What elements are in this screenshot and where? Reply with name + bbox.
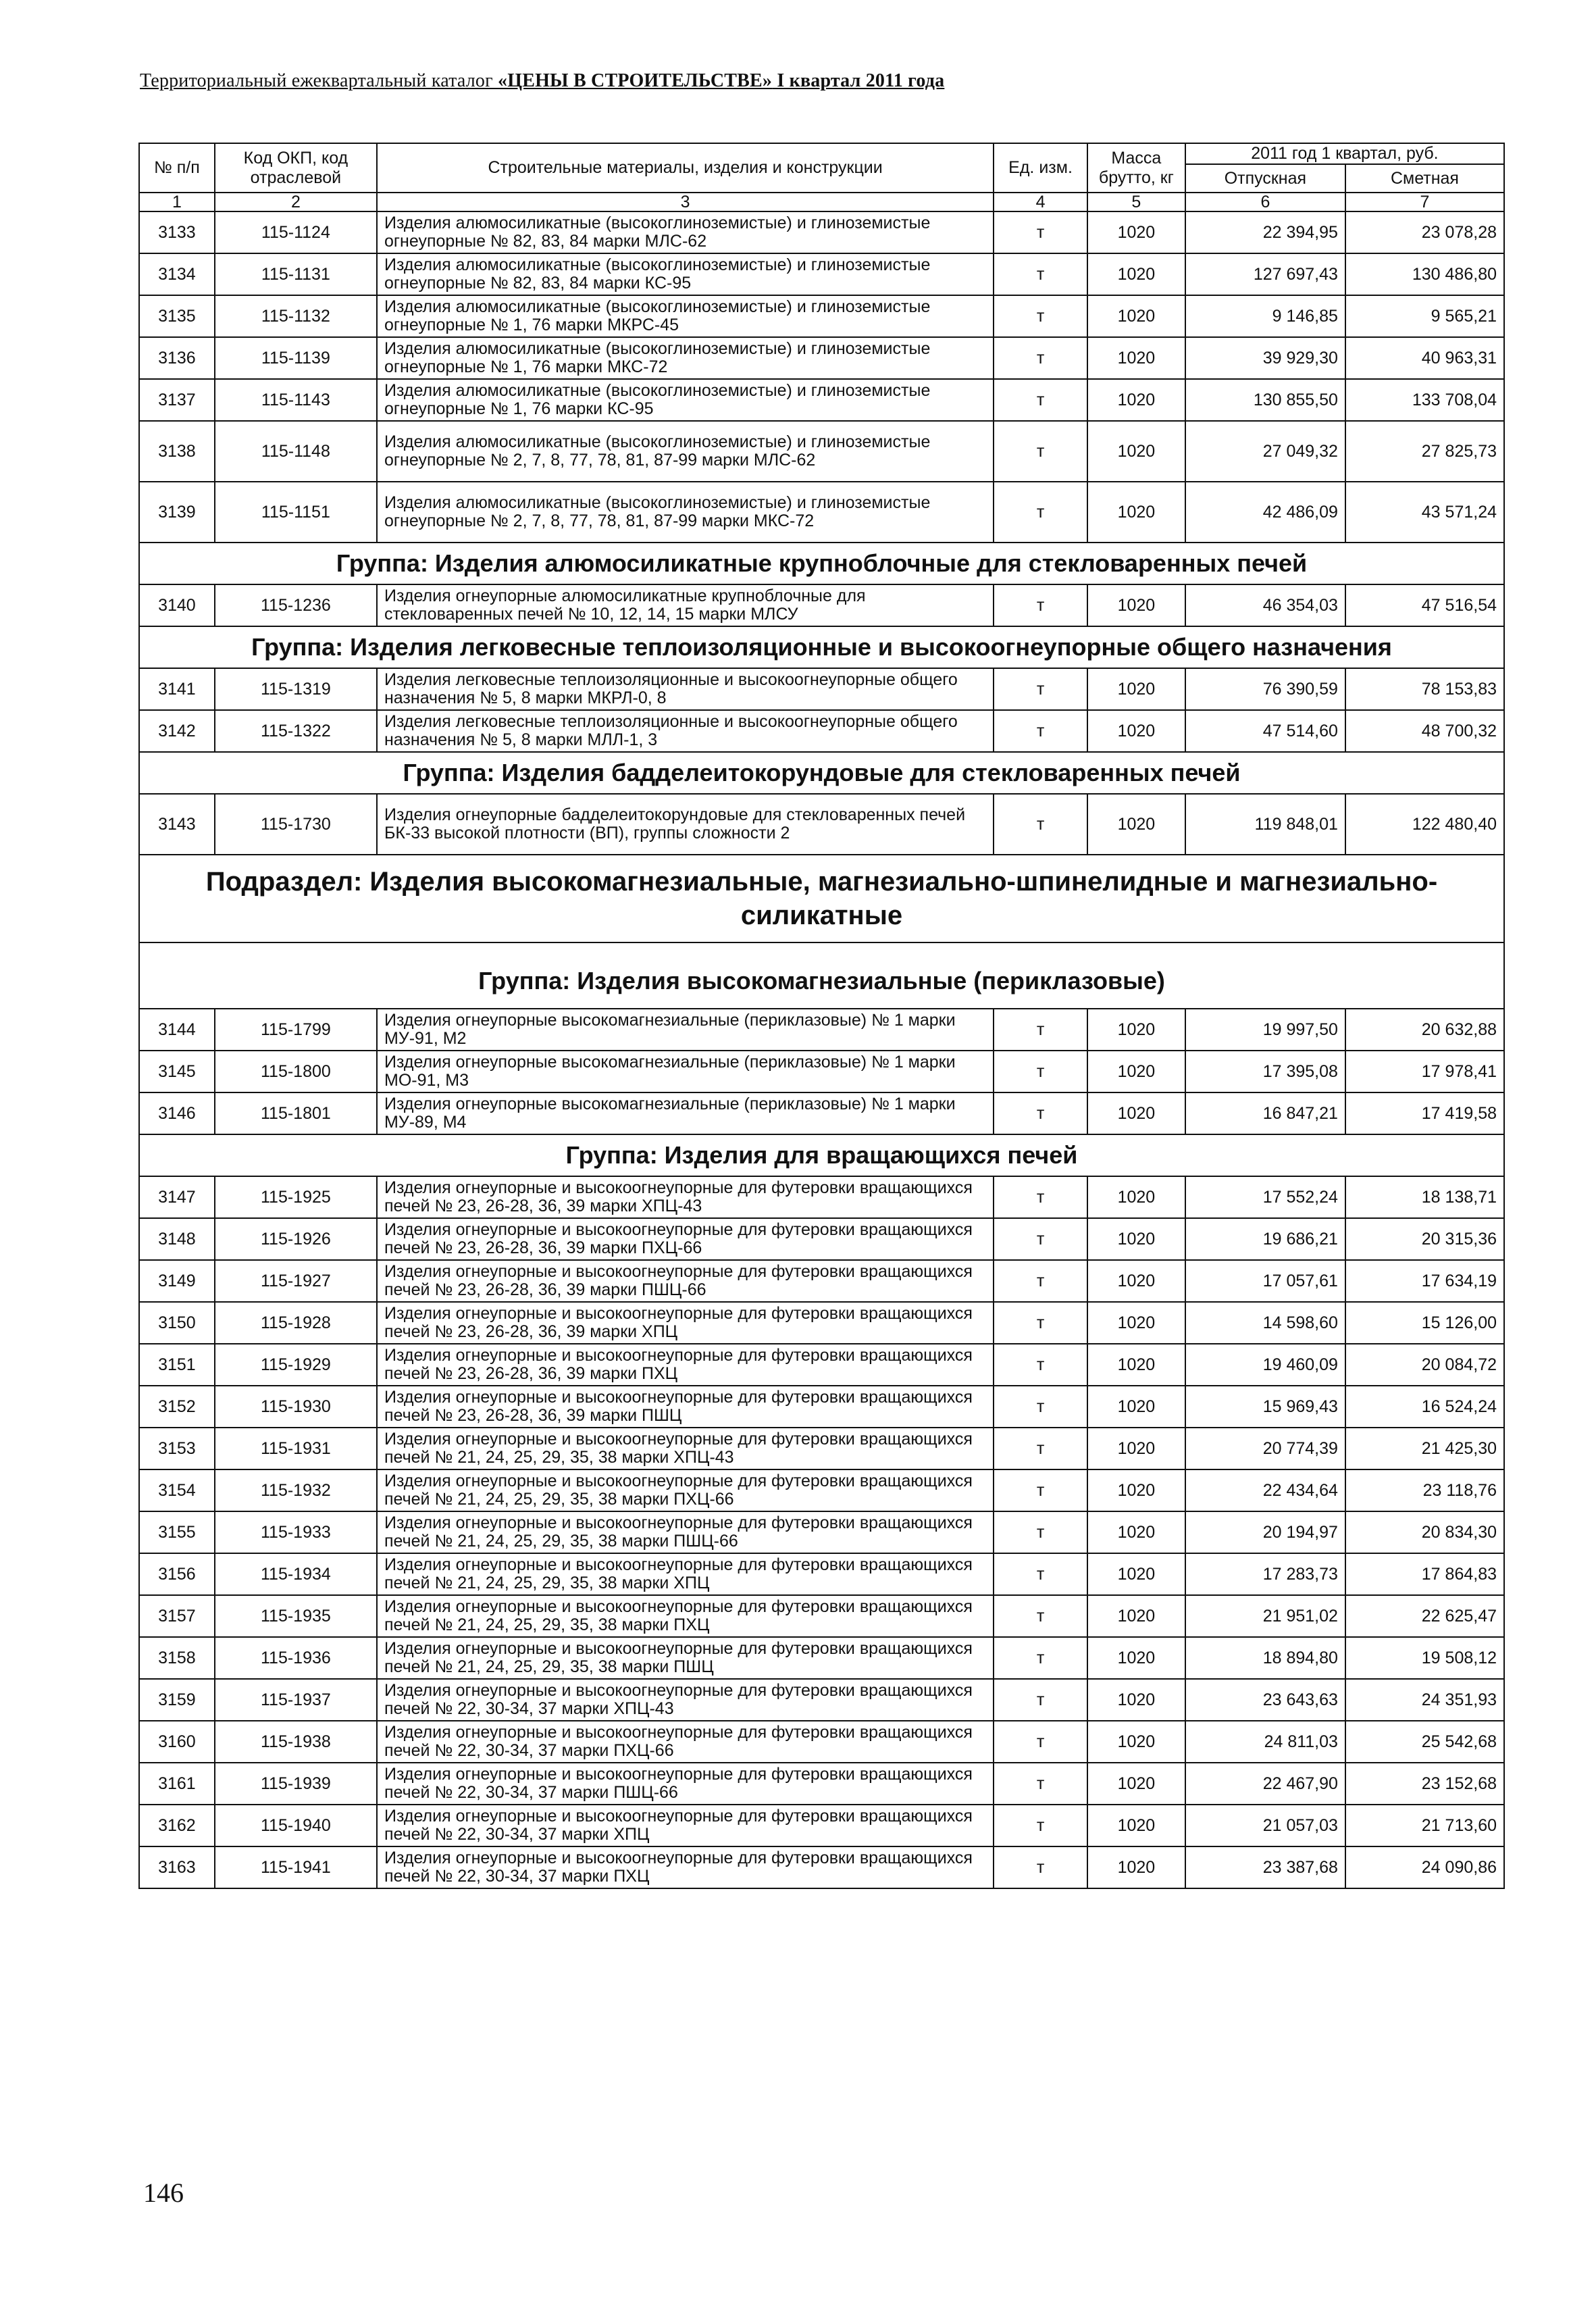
table-row [139,794,1504,855]
row-mass: 1020 [1087,253,1185,295]
group-row [139,752,1504,794]
table-row [139,668,1504,710]
group-title: Группа: Изделия для вращающихся печей [139,1134,1504,1176]
row-estimate-price: 48 700,32 [1345,710,1504,752]
row-estimate-price: 23 118,76 [1345,1469,1504,1511]
table-row [139,379,1504,421]
row-estimate-price: 20 834,30 [1345,1511,1504,1553]
row-estimate-price: 16 524,24 [1345,1386,1504,1428]
table-row [139,1679,1504,1721]
table-row [139,1511,1504,1553]
subsection-row [139,855,1504,942]
row-description: Изделия огнеупорные и высокоогнеупорные для футеровки вращающихся печей № 23, 26-28, 36, 39 марки ПШЦ-66 [377,1260,994,1302]
col-header-estimate: Сметная [1345,164,1504,193]
row-unit: т [994,337,1087,379]
row-unit: т [994,1302,1087,1344]
row-mass: 1020 [1087,1469,1185,1511]
row-release-price: 15 969,43 [1185,1386,1345,1428]
row-release-price: 17 057,61 [1185,1260,1345,1302]
row-description: Изделия огнеупорные и высокоогнеупорные для футеровки вращающихся печей № 21, 24, 25, 29, 35, 38 марки ПХЦ-66 [377,1469,994,1511]
row-code: 115-1319 [215,668,377,710]
row-number: 3155 [139,1511,215,1553]
row-mass: 1020 [1087,295,1185,337]
table-row [139,253,1504,295]
row-code: 115-1933 [215,1511,377,1553]
row-estimate-price: 23 152,68 [1345,1763,1504,1805]
row-release-price: 19 460,09 [1185,1344,1345,1386]
row-estimate-price: 21 425,30 [1345,1428,1504,1469]
row-estimate-price: 24 090,86 [1345,1846,1504,1888]
table-row [139,1553,1504,1595]
column-index: 1 [139,193,215,211]
row-release-price: 42 486,09 [1185,482,1345,543]
table-row [139,337,1504,379]
row-description: Изделия огнеупорные и высокоогнеупорные для футеровки вращающихся печей № 21, 24, 25, 29, 35, 38 марки ПШЦ-66 [377,1511,994,1553]
row-unit: т [994,1051,1087,1092]
row-release-price: 20 774,39 [1185,1428,1345,1469]
row-description: Изделия огнеупорные и высокоогнеупорные для футеровки вращающихся печей № 22, 30-34, 37 марки ПХЦ-66 [377,1721,994,1763]
row-description: Изделия алюмосиликатные (высокоглиноземистые) и глиноземистые огнеупорные № 2, 7, 8, 77, 78, 81, 87-99 марки МЛС-62 [377,421,994,482]
table-row [139,1260,1504,1302]
row-unit: т [994,1428,1087,1469]
row-mass: 1020 [1087,1260,1185,1302]
column-index: 2 [215,193,377,211]
row-code: 115-1151 [215,482,377,543]
subsection-title: Подраздел: Изделия высокомагнезиальные, магнезиально-шпинелидные и магнезиально-силикатные [139,855,1504,942]
row-unit: т [994,1637,1087,1679]
table-row [139,1344,1504,1386]
column-index: 4 [994,193,1087,211]
row-description: Изделия огнеупорные и высокоогнеупорные для футеровки вращающихся печей № 21, 24, 25, 29, 35, 38 марки ПХЦ [377,1595,994,1637]
price-table [138,143,1505,1889]
row-code: 115-1937 [215,1679,377,1721]
row-number: 3145 [139,1051,215,1092]
row-code: 115-1799 [215,1009,377,1051]
row-unit: т [994,482,1087,543]
col-header-desc: Строительные материалы, изделия и конструкции [377,143,994,193]
row-description: Изделия легковесные теплоизоляционные и высокоогнеупорные общего назначения № 5, 8 марки МКРЛ-0, 8 [377,668,994,710]
row-estimate-price: 19 508,12 [1345,1637,1504,1679]
table-row [139,1846,1504,1888]
row-unit: т [994,1763,1087,1805]
row-description: Изделия огнеупорные и высокоогнеупорные для футеровки вращающихся печей № 21, 24, 25, 29, 35, 38 марки ХПЦ-43 [377,1428,994,1469]
row-mass: 1020 [1087,1428,1185,1469]
table-row [139,1721,1504,1763]
row-number: 3134 [139,253,215,295]
header-title: «ЦЕНЫ В СТРОИТЕЛЬСТВЕ» [498,70,773,91]
row-number: 3157 [139,1595,215,1637]
table-row [139,421,1504,482]
row-release-price: 16 847,21 [1185,1092,1345,1134]
row-code: 115-1941 [215,1846,377,1888]
row-mass: 1020 [1087,1763,1185,1805]
row-mass: 1020 [1087,1051,1185,1092]
table-row [139,295,1504,337]
row-code: 115-1143 [215,379,377,421]
row-release-price: 23 387,68 [1185,1846,1345,1888]
row-estimate-price: 43 571,24 [1345,482,1504,543]
group-row [139,626,1504,668]
row-release-price: 21 057,03 [1185,1805,1345,1846]
row-unit: т [994,1511,1087,1553]
row-release-price: 127 697,43 [1185,253,1345,295]
row-estimate-price: 78 153,83 [1345,668,1504,710]
row-unit: т [994,1553,1087,1595]
row-description: Изделия алюмосиликатные (высокоглиноземистые) и глиноземистые огнеупорные № 82, 83, 84 марки МЛС-62 [377,211,994,253]
table-row [139,710,1504,752]
row-release-price: 19 686,21 [1185,1218,1345,1260]
row-mass: 1020 [1087,1637,1185,1679]
row-estimate-price: 17 419,58 [1345,1092,1504,1134]
row-mass: 1020 [1087,1679,1185,1721]
row-code: 115-1236 [215,584,377,626]
row-mass: 1020 [1087,1092,1185,1134]
column-index: 5 [1087,193,1185,211]
col-header-code: Код ОКП, код отраслевой [215,143,377,193]
row-unit: т [994,794,1087,855]
table-row [139,1595,1504,1637]
row-description: Изделия огнеупорные высокомагнезиальные (периклазовые) № 1 марки МУ-89, М4 [377,1092,994,1134]
column-index: 7 [1345,193,1504,211]
row-description: Изделия огнеупорные высокомагнезиальные (периклазовые) № 1 марки МО-91, М3 [377,1051,994,1092]
row-description: Изделия огнеупорные высокомагнезиальные (периклазовые) № 1 марки МУ-91, М2 [377,1009,994,1051]
row-release-price: 17 552,24 [1185,1176,1345,1218]
row-mass: 1020 [1087,1511,1185,1553]
row-estimate-price: 122 480,40 [1345,794,1504,855]
row-release-price: 19 997,50 [1185,1009,1345,1051]
row-description: Изделия огнеупорные и высокоогнеупорные для футеровки вращающихся печей № 23, 26-28, 36, 39 марки ПХЦ [377,1344,994,1386]
row-release-price: 23 643,63 [1185,1679,1345,1721]
row-code: 115-1926 [215,1218,377,1260]
row-unit: т [994,584,1087,626]
row-code: 115-1931 [215,1428,377,1469]
row-unit: т [994,379,1087,421]
row-unit: т [994,1009,1087,1051]
row-mass: 1020 [1087,1009,1185,1051]
row-release-price: 24 811,03 [1185,1721,1345,1763]
row-code: 115-1730 [215,794,377,855]
row-release-price: 76 390,59 [1185,668,1345,710]
row-release-price: 39 929,30 [1185,337,1345,379]
row-description: Изделия огнеупорные и высокоогнеупорные для футеровки вращающихся печей № 22, 30-34, 37 марки ПШЦ-66 [377,1763,994,1805]
row-code: 115-1925 [215,1176,377,1218]
row-description: Изделия огнеупорные и высокоогнеупорные для футеровки вращающихся печей № 23, 26-28, 36, 39 марки ХПЦ-43 [377,1176,994,1218]
row-release-price: 47 514,60 [1185,710,1345,752]
group-row [139,543,1504,584]
row-estimate-price: 21 713,60 [1345,1805,1504,1846]
row-estimate-price: 47 516,54 [1345,584,1504,626]
row-estimate-price: 25 542,68 [1345,1721,1504,1763]
row-mass: 1020 [1087,379,1185,421]
table-row [139,1302,1504,1344]
row-number: 3150 [139,1302,215,1344]
row-mass: 1020 [1087,1302,1185,1344]
row-description: Изделия легковесные теплоизоляционные и высокоогнеупорные общего назначения № 5, 8 марки МЛЛ-1, 3 [377,710,994,752]
row-unit: т [994,1469,1087,1511]
row-estimate-price: 130 486,80 [1345,253,1504,295]
row-release-price: 46 354,03 [1185,584,1345,626]
row-unit: т [994,1176,1087,1218]
row-unit: т [994,1092,1087,1134]
row-code: 115-1124 [215,211,377,253]
row-mass: 1020 [1087,1553,1185,1595]
group-title: Группа: Изделия алюмосиликатные крупноблочные для стекловаренных печей [139,543,1504,584]
row-mass: 1020 [1087,1218,1185,1260]
group-title: Группа: Изделия легковесные теплоизоляционные и высокоогнеупорные общего назначения [139,626,1504,668]
col-header-release: Отпускная [1185,164,1345,193]
column-index-row [139,193,1504,211]
row-number: 3139 [139,482,215,543]
row-code: 115-1131 [215,253,377,295]
table-header [139,143,1504,211]
header-prefix: Территориальный ежеквартальный каталог [140,70,498,91]
table-row [139,1176,1504,1218]
row-code: 115-1938 [215,1721,377,1763]
row-release-price: 21 951,02 [1185,1595,1345,1637]
table-row [139,1386,1504,1428]
table-row [139,1469,1504,1511]
row-estimate-price: 133 708,04 [1345,379,1504,421]
row-release-price: 18 894,80 [1185,1637,1345,1679]
table-row [139,1009,1504,1051]
row-number: 3142 [139,710,215,752]
row-release-price: 130 855,50 [1185,379,1345,421]
row-description: Изделия огнеупорные и высокоогнеупорные для футеровки вращающихся печей № 22, 30-34, 37 марки ХПЦ-43 [377,1679,994,1721]
row-release-price: 119 848,01 [1185,794,1345,855]
row-number: 3148 [139,1218,215,1260]
column-index: 6 [1185,193,1345,211]
row-estimate-price: 27 825,73 [1345,421,1504,482]
table-row [139,1763,1504,1805]
row-mass: 1020 [1087,794,1185,855]
row-number: 3143 [139,794,215,855]
col-header-mass: Масса брутто, кг [1087,143,1185,193]
row-number: 3158 [139,1637,215,1679]
page-number: 146 [143,2178,184,2208]
row-number: 3146 [139,1092,215,1134]
row-mass: 1020 [1087,1805,1185,1846]
row-mass: 1020 [1087,482,1185,543]
column-index: 3 [377,193,994,211]
row-number: 3153 [139,1428,215,1469]
row-code: 115-1322 [215,710,377,752]
row-code: 115-1936 [215,1637,377,1679]
row-release-price: 14 598,60 [1185,1302,1345,1344]
row-description: Изделия огнеупорные и высокоогнеупорные для футеровки вращающихся печей № 23, 26-28, 36, 39 марки ПХЦ-66 [377,1218,994,1260]
row-unit: т [994,1344,1087,1386]
table-row [139,1805,1504,1846]
col-header-price-group: 2011 год 1 квартал, руб. [1185,143,1504,164]
row-mass: 1020 [1087,1176,1185,1218]
row-mass: 1020 [1087,421,1185,482]
row-unit: т [994,1805,1087,1846]
row-code: 115-1940 [215,1805,377,1846]
table-row [139,1218,1504,1260]
row-unit: т [994,1218,1087,1260]
row-unit: т [994,253,1087,295]
row-code: 115-1927 [215,1260,377,1302]
row-release-price: 22 394,95 [1185,211,1345,253]
row-description: Изделия огнеупорные бадделеитокорундовые для стекловаренных печей БК-33 высокой плотности (ВП), группы сложности 2 [377,794,994,855]
row-estimate-price: 24 351,93 [1345,1679,1504,1721]
row-unit: т [994,1679,1087,1721]
row-estimate-price: 17 978,41 [1345,1051,1504,1092]
group-title: Группа: Изделия высокомагнезиальные (периклазовые) [139,942,1504,1009]
row-estimate-price: 20 084,72 [1345,1344,1504,1386]
row-description: Изделия огнеупорные и высокоогнеупорные для футеровки вращающихся печей № 23, 26-28, 36, 39 марки ПШЦ [377,1386,994,1428]
row-mass: 1020 [1087,337,1185,379]
row-estimate-price: 20 315,36 [1345,1218,1504,1260]
row-description: Изделия огнеупорные и высокоогнеупорные для футеровки вращающихся печей № 21, 24, 25, 29, 35, 38 марки ХПЦ [377,1553,994,1595]
row-code: 115-1801 [215,1092,377,1134]
row-description: Изделия огнеупорные и высокоогнеупорные для футеровки вращающихся печей № 22, 30-34, 37 марки ПХЦ [377,1846,994,1888]
row-description: Изделия алюмосиликатные (высокоглиноземистые) и глиноземистые огнеупорные № 82, 83, 84 марки КС-95 [377,253,994,295]
row-release-price: 27 049,32 [1185,421,1345,482]
row-number: 3163 [139,1846,215,1888]
row-number: 3151 [139,1344,215,1386]
row-release-price: 9 146,85 [1185,295,1345,337]
col-header-num: № п/п [139,143,215,193]
row-estimate-price: 17 634,19 [1345,1260,1504,1302]
row-description: Изделия огнеупорные и высокоогнеупорные для футеровки вращающихся печей № 22, 30-34, 37 марки ХПЦ [377,1805,994,1846]
row-number: 3149 [139,1260,215,1302]
row-estimate-price: 15 126,00 [1345,1302,1504,1344]
row-unit: т [994,1260,1087,1302]
row-code: 115-1939 [215,1763,377,1805]
row-unit: т [994,668,1087,710]
row-mass: 1020 [1087,1846,1185,1888]
row-release-price: 17 395,08 [1185,1051,1345,1092]
row-number: 3144 [139,1009,215,1051]
row-unit: т [994,1386,1087,1428]
row-release-price: 22 467,90 [1185,1763,1345,1805]
row-unit: т [994,1846,1087,1888]
row-description: Изделия огнеупорные и высокоогнеупорные для футеровки вращающихся печей № 21, 24, 25, 29, 35, 38 марки ПШЦ [377,1637,994,1679]
group-row [139,1134,1504,1176]
row-number: 3136 [139,337,215,379]
row-release-price: 22 434,64 [1185,1469,1345,1511]
row-estimate-price: 9 565,21 [1345,295,1504,337]
table-row [139,584,1504,626]
row-unit: т [994,295,1087,337]
table-row [139,482,1504,543]
row-mass: 1020 [1087,211,1185,253]
row-code: 115-1934 [215,1553,377,1595]
row-estimate-price: 22 625,47 [1345,1595,1504,1637]
row-number: 3161 [139,1763,215,1805]
row-estimate-price: 20 632,88 [1345,1009,1504,1051]
row-number: 3160 [139,1721,215,1763]
row-number: 3156 [139,1553,215,1595]
table-body [139,211,1504,1888]
row-number: 3141 [139,668,215,710]
row-description: Изделия алюмосиликатные (высокоглиноземистые) и глиноземистые огнеупорные № 1, 76 марки МКРС-45 [377,295,994,337]
header-period: I квартал 2011 года [772,70,945,91]
row-unit: т [994,211,1087,253]
row-mass: 1020 [1087,668,1185,710]
table-row [139,1051,1504,1092]
row-number: 3159 [139,1679,215,1721]
row-number: 3135 [139,295,215,337]
row-mass: 1020 [1087,1386,1185,1428]
row-number: 3133 [139,211,215,253]
row-estimate-price: 17 864,83 [1345,1553,1504,1595]
row-description: Изделия огнеупорные алюмосиликатные крупноблочные для стекловаренных печей № 10, 12, 14, 15 марки МЛСУ [377,584,994,626]
row-unit: т [994,710,1087,752]
row-number: 3154 [139,1469,215,1511]
row-description: Изделия алюмосиликатные (высокоглиноземистые) и глиноземистые огнеупорные № 1, 76 марки КС-95 [377,379,994,421]
row-code: 115-1935 [215,1595,377,1637]
row-code: 115-1929 [215,1344,377,1386]
row-code: 115-1932 [215,1469,377,1511]
row-code: 115-1139 [215,337,377,379]
row-code: 115-1928 [215,1302,377,1344]
row-description: Изделия огнеупорные и высокоогнеупорные для футеровки вращающихся печей № 23, 26-28, 36, 39 марки ХПЦ [377,1302,994,1344]
row-unit: т [994,1595,1087,1637]
row-estimate-price: 23 078,28 [1345,211,1504,253]
table-row [139,1637,1504,1679]
row-release-price: 20 194,97 [1185,1511,1345,1553]
table-row [139,1428,1504,1469]
row-code: 115-1930 [215,1386,377,1428]
row-description: Изделия алюмосиликатные (высокоглиноземистые) и глиноземистые огнеупорные № 2, 7, 8, 77, 78, 81, 87-99 марки МКС-72 [377,482,994,543]
table-row [139,211,1504,253]
row-mass: 1020 [1087,710,1185,752]
row-code: 115-1132 [215,295,377,337]
row-number: 3140 [139,584,215,626]
row-number: 3137 [139,379,215,421]
page-header [140,70,944,92]
group-title: Группа: Изделия бадделеитокорундовые для стекловаренных печей [139,752,1504,794]
row-code: 115-1800 [215,1051,377,1092]
row-estimate-price: 18 138,71 [1345,1176,1504,1218]
table-row [139,1092,1504,1134]
row-description: Изделия алюмосиликатные (высокоглиноземистые) и глиноземистые огнеупорные № 1, 76 марки МКС-72 [377,337,994,379]
row-estimate-price: 40 963,31 [1345,337,1504,379]
row-number: 3152 [139,1386,215,1428]
row-unit: т [994,1721,1087,1763]
row-release-price: 17 283,73 [1185,1553,1345,1595]
row-number: 3138 [139,421,215,482]
row-number: 3162 [139,1805,215,1846]
row-mass: 1020 [1087,1595,1185,1637]
row-mass: 1020 [1087,1344,1185,1386]
row-number: 3147 [139,1176,215,1218]
row-mass: 1020 [1087,1721,1185,1763]
row-code: 115-1148 [215,421,377,482]
group-row [139,942,1504,1009]
col-header-unit: Ед. изм. [994,143,1087,193]
row-mass: 1020 [1087,584,1185,626]
row-unit: т [994,421,1087,482]
